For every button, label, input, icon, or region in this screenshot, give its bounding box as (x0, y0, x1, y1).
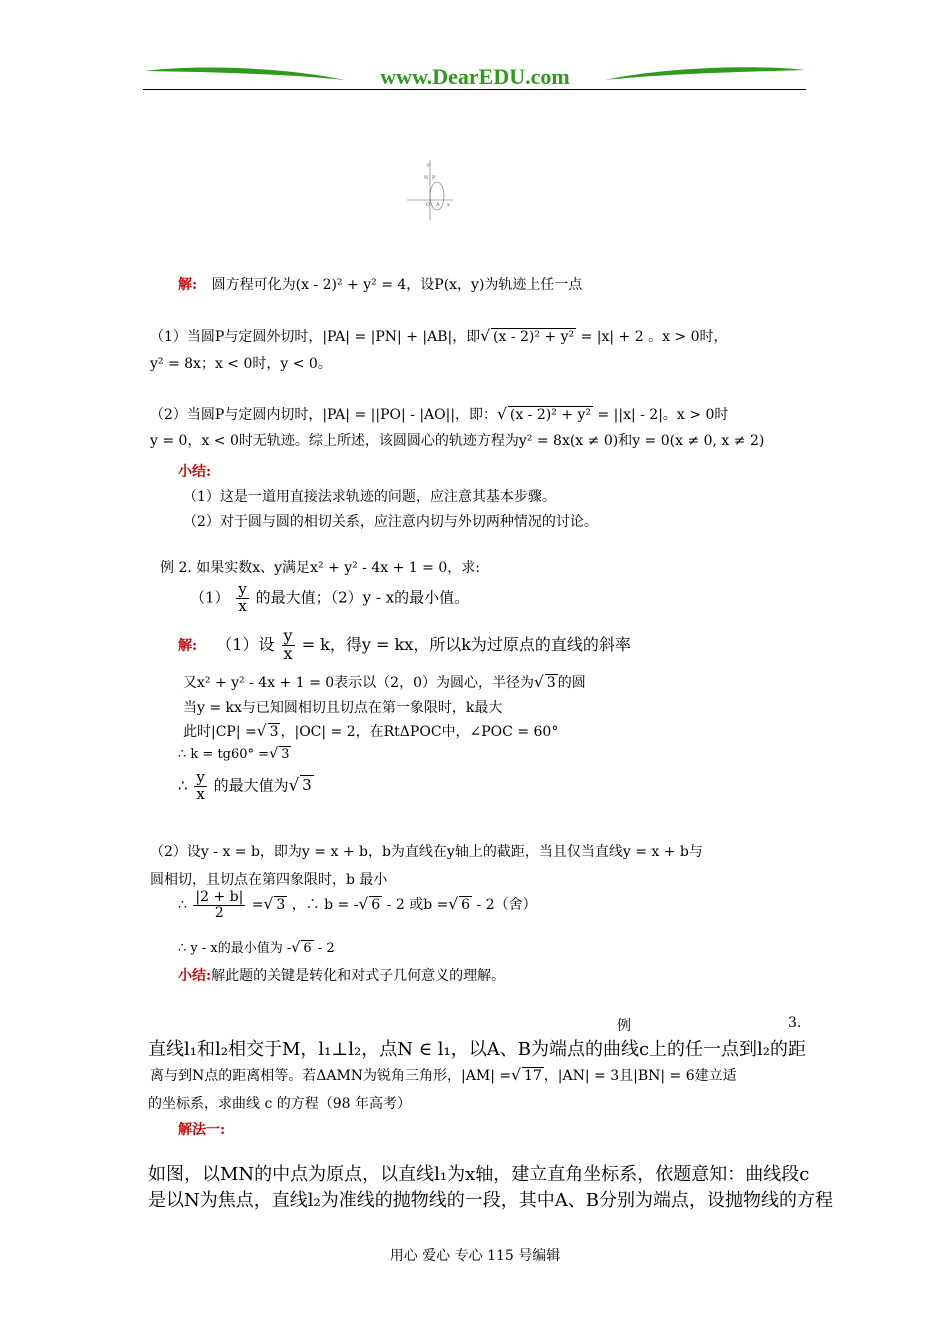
p2-l4-pre: ∴ y - x的最小值为 - (178, 941, 292, 956)
logo-text: www.DearEDU.com (380, 64, 570, 89)
l4-radical: 3 (269, 724, 279, 740)
solution-1-line (178, 274, 582, 294)
method-1-label: 解法一: (178, 1122, 226, 1138)
solution-1-label: 解: (178, 277, 198, 293)
figure-label-p: P (432, 175, 436, 181)
l4-pre: 此时|CP| = (183, 724, 257, 740)
example-3-line-3: 的坐标系，求曲线 c 的方程（98 年高考） (148, 1096, 412, 1112)
circle-figure (405, 158, 455, 222)
right-swoosh-icon (605, 67, 805, 80)
ex3-line2-pre: 离与到N点的距离相等。若ΔAMN为锐角三角形，|AM| = (150, 1068, 512, 1084)
header-logo (140, 58, 810, 98)
p2-l3-radical-2: 6 (371, 897, 381, 914)
summary-2-text: 解此题的关键是转化和对式子几何意义的理解。 (211, 968, 506, 984)
l5-pre: ∴ k = tg60° = (178, 747, 270, 762)
fraction-y-over-x-2 (282, 628, 295, 663)
case-2-text-a: （2）当圆P与定圆内切时，|PA| = ||PO| - |AO||，即： (150, 407, 498, 423)
part-2-line-4: ∴ y - x的最小值为 -√ 6 - 2 (178, 940, 335, 956)
fraction-den: 2 (214, 904, 224, 921)
figure-label-x: x (447, 202, 450, 208)
solution-2-line-1 (178, 628, 631, 663)
summary-2-line (178, 965, 505, 985)
p2-l3-radical-1: 3 (276, 897, 286, 914)
example-3-line-2: 离与到N点的距离相等。若ΔAMN为锐角三角形，|AM| =√ 17 ，|AN| = 3且|BN| = 6建立适 (150, 1066, 737, 1084)
part-2-line-1: （2）设y - x = b，即为y = x + b，b为直线在y轴上的截距，当且仅当直线y = x + b与 (150, 844, 703, 860)
fraction-num: y (238, 580, 247, 598)
case-1-line: （1）当圆P与定圆外切时，|PA| = |PN| + |AB|，即√ (x - 2)² + y² = |x| + 2 。x > 0时， (150, 327, 728, 345)
fraction-num: y (283, 626, 293, 645)
method-1-para-1: 如图，以MN的中点为原点，以直线l₁为x轴，建立直角坐标系，依题意知：曲线段c (148, 1164, 810, 1185)
left-swoosh-icon (145, 68, 345, 80)
p2-l3-c: - 2 或b = (386, 897, 449, 914)
l2-radical: 3 (546, 675, 556, 691)
question-text: 的最大值；（2）y - x的最小值。 (255, 588, 470, 607)
p2-l4-post: - 2 (317, 941, 335, 956)
l5-radical: 3 (281, 747, 290, 762)
p2-l3-radical-3: 6 (461, 897, 471, 914)
case-2-line-2: y = 0，x < 0时无轨迹。综上所述，该圆圆心的轨迹方程为y² = 8x(x ≠ 0)和y = 0(x ≠ 0, x ≠ 2) (150, 433, 765, 449)
summary-1-item-1: （1）这是一道用直接法求轨迹的问题，应注意其基本步骤。 (183, 489, 556, 505)
method-1-para-2: 是以N为焦点，直线l₂为准线的抛物线的一段，其中A、B分别为端点，设抛物线的方程 (148, 1190, 833, 1211)
header-rule (143, 89, 806, 90)
l4-post: ，|OC| = 2，在RtΔPOC中，∠POC = 60° (280, 724, 559, 740)
figure-label-o: O (426, 202, 431, 208)
solution-2-line-5: ∴ k = tg60° =√ 3 (178, 746, 290, 762)
example-2-title: 例 2. 如果实数x、y满足x² + y² - 4x + 1 = 0，求: (160, 560, 480, 576)
solution-2-line-6: ∴ $\frac{y}{x}$ 的最大值为√ 3 (178, 768, 312, 803)
case-1-line-2: y² = 8x；x < 0时，y < 0。 (150, 356, 332, 372)
figure-label-y: y (427, 162, 430, 168)
l6-post: 的最大值为 (213, 776, 289, 795)
summary-1-item-2: （2）对于圆与圆的相切关系，应注意内切与外切两种情况的讨论。 (183, 514, 598, 530)
part-2-line-3: ∴ $\frac{|2 + b|}{2}$ =√ 3 ，∴ b = -√ 6 - 2 或b =√ 6 - 2（舍） (178, 889, 537, 921)
solution-2-l1-post: = k，得y = kx，所以k为过原点的直线的斜率 (301, 634, 631, 654)
fraction-num: |2 + b| (195, 889, 244, 905)
fraction-abs-2-plus-b (193, 890, 245, 920)
fraction-num: y (196, 768, 205, 786)
p2-l4-radical: 6 (303, 941, 312, 956)
p2-l3-eq: = (251, 897, 264, 914)
footer-text: 用心 爱心 专心 115 号编辑 (389, 1248, 561, 1264)
case-1-text-b: = |x| + 2 。x > 0时， (580, 329, 728, 345)
l6-radical: 3 (302, 776, 312, 795)
example-3-line-1: 直线l₁和l₂相交于M，l₁⊥l₂，点N ∈ l₁，以A、B为端点的曲线c上的任一点到l₂的距 (148, 1039, 807, 1060)
p2-l3-pre: ∴ (178, 897, 187, 914)
solution-2-line-2: 又x² + y² - 4x + 1 = 0表示以（2，0）为圆心，半径为√ 3 的圆 (183, 673, 586, 691)
example-3-tag-a: 例 (617, 1018, 631, 1034)
solution-1-text: 圆方程可化为(x - 2)² + y² = 4，设P(x，y)为轨迹上任一点 (211, 277, 583, 293)
fraction-y-over-x (236, 582, 248, 615)
solution-2-label: 解: (178, 637, 198, 654)
solution-2-l1-pre: （1）设 (216, 634, 275, 654)
question-prefix: （1） (190, 588, 230, 607)
fraction-den: x (283, 643, 293, 663)
l6-pre: ∴ (178, 776, 188, 795)
solution-2-line-3: 当y = kx与已知圆相切且切点在第一象限时，k最大 (183, 700, 503, 716)
example-2-question (190, 582, 469, 615)
case-1-radical: (x - 2)² + y² (493, 329, 575, 345)
figure-label-n: N (424, 175, 429, 181)
fraction-den: x (196, 784, 205, 803)
case-2-radical: (x - 2)² + y² (509, 407, 591, 423)
solution-2-line-4: 此时|CP| =√ 3 ，|OC| = 2，在RtΔPOC中，∠POC = 60° (183, 722, 559, 740)
ex3-line2-post: ，|AN| = 3且|BN| = 6建立适 (543, 1068, 737, 1084)
fraction-y-over-x-3 (194, 770, 206, 803)
case-2-text-b: = ||x| - 2|。x > 0时 (597, 407, 729, 423)
case-1-text-a: （1）当圆P与定圆外切时，|PA| = |PN| + |AB|，即 (150, 329, 481, 345)
figure-label-a: A (436, 202, 440, 208)
fraction-den: x (238, 596, 247, 615)
p2-l3-d: - 2（舍） (476, 897, 537, 914)
p2-l3-b: ，∴ b = - (291, 897, 359, 914)
l2-post: 的圆 (557, 675, 586, 691)
example-3-tag-b: 3. (788, 1015, 802, 1031)
part-2-line-2: 圆相切，且切点在第四象限时，b 最小 (150, 872, 388, 888)
summary-1-label: 小结: (178, 464, 212, 480)
l2-pre: 又x² + y² - 4x + 1 = 0表示以（2，0）为圆心，半径为 (183, 675, 534, 691)
summary-2-label: 小结: (178, 968, 212, 984)
ex3-line2-radical: 17 (523, 1068, 542, 1084)
case-2-line: （2）当圆P与定圆内切时，|PA| = ||PO| - |AO||，即：√ (x - 2)² + y² = ||x| - 2|。x > 0时 (150, 405, 729, 423)
